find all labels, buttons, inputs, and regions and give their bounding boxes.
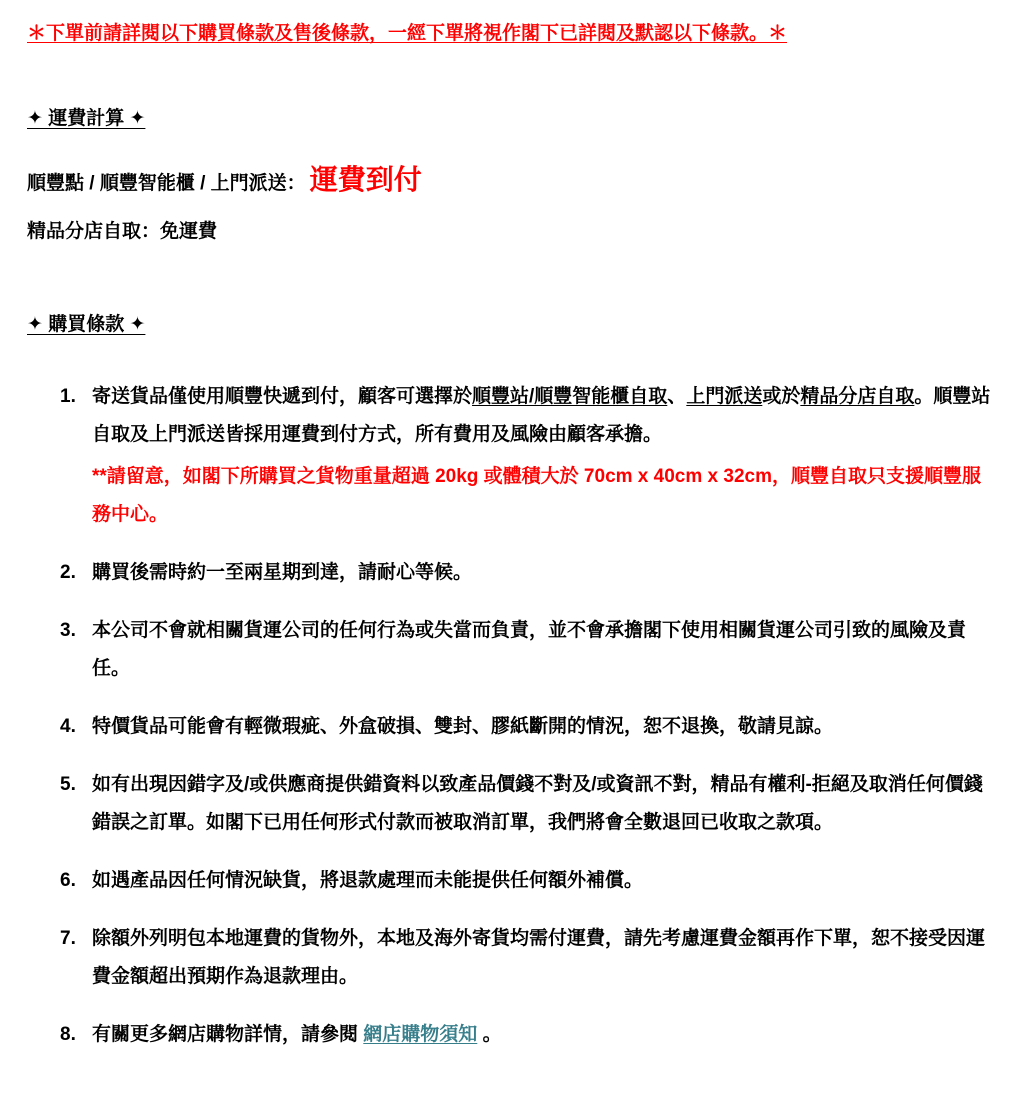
term-number: 5. xyxy=(60,773,76,795)
term-segment: 。 xyxy=(477,1023,502,1045)
term-item-5 xyxy=(60,766,996,842)
term-body xyxy=(92,920,992,996)
shipping-cod-value: 運費到付 xyxy=(309,163,422,195)
term-segment: 寄送貨品僅使用順豐快遞到付，顧客可選擇於 xyxy=(92,385,473,407)
term-segment: 、 xyxy=(667,385,687,407)
term-item-4 xyxy=(60,708,996,746)
term-segment: 或於 xyxy=(762,385,801,407)
term-number: 2. xyxy=(60,561,76,583)
term-item-3 xyxy=(60,612,996,688)
term-segment: 有關更多網店購物詳情，請參閱 xyxy=(92,1023,364,1045)
term-number: 8. xyxy=(60,1023,76,1045)
shop-guide-link[interactable]: 網店購物須知 xyxy=(363,1023,478,1045)
term-text: 特價貨品可能會有輕微瑕疵、外盒破損、雙封、膠紙斷開的情況，恕不退換，敬請見諒。 xyxy=(92,715,834,737)
term-text: 如遇產品因任何情況缺貨，將退款處理而未能提供任何額外補償。 xyxy=(92,869,644,891)
term-item-2 xyxy=(60,554,996,592)
term-text: 本公司不會就相關貨運公司的任何行為或失當而負責，並不會承擔閣下使用相關貨運公司引致的風險及責任。 xyxy=(92,619,967,679)
purchase-terms-heading: ✦ 購買條款 ✦ xyxy=(27,313,146,335)
term-item-1 xyxy=(60,378,996,534)
term-number: 7. xyxy=(60,927,76,949)
term-item-7 xyxy=(60,920,996,996)
term-number: 1. xyxy=(60,385,76,407)
shipping-methods-label: 順豐點 / 順豐智能櫃 / 上門派送： xyxy=(27,172,306,194)
shipping-cod-line xyxy=(27,158,996,198)
term-text: 除額外列明包本地運費的貨物外，本地及海外寄貨均需付運費，請先考慮運費金額再作下單，恕不接受因運費金額超出預期作為退款理由。 xyxy=(92,927,986,987)
term-text xyxy=(92,378,992,454)
term-segment-underlined: 順豐站/順豐智能櫃自取 xyxy=(472,385,668,407)
term-body xyxy=(92,766,992,842)
term-text: 如有出現因錯字及/或供應商提供錯資料以致產品價錢不對及/或資訊不對，精品有權利-拒絕及取消任何價錢錯誤之訂單。如閣下已用任何形式付款而被取消訂單，我們將會全數退回已收取之款項。 xyxy=(92,773,983,833)
term-body xyxy=(92,554,992,592)
terms-list xyxy=(27,378,996,1054)
shipping-fee-heading: ✦ 運費計算 ✦ xyxy=(27,107,146,129)
term-number: 3. xyxy=(60,619,76,641)
term-segment-underlined: 精品分店自取 xyxy=(800,385,915,407)
term-body xyxy=(92,862,992,900)
term-body xyxy=(92,612,992,688)
term-body xyxy=(92,378,992,534)
term-text: 購買後需時約一至兩星期到達，請耐心等候。 xyxy=(92,561,473,583)
term-number: 6. xyxy=(60,869,76,891)
term-segment: 。順豐站自取及上門派送皆採用運費到付方式，所有費用及風險由顧客承擔。 xyxy=(92,385,991,445)
term-segment-underlined: 上門派送 xyxy=(686,385,763,407)
weight-limit-note: **請留意，如閣下所購買之貨物重量超過 20kg 或體積大於 70cm x 40cm x 32cm，順豐自取只支援順豐服務中心。 xyxy=(92,465,981,525)
store-pickup-line: 精品分店自取：免運費 xyxy=(27,220,218,242)
term-number: 4. xyxy=(60,715,76,737)
term-item-6 xyxy=(60,862,996,900)
term-body xyxy=(92,708,992,746)
pre-order-notice: ＊下單前請詳閱以下購買條款及售後條款，一經下單將視作閣下已詳閱及默認以下條款。＊ xyxy=(27,23,788,44)
